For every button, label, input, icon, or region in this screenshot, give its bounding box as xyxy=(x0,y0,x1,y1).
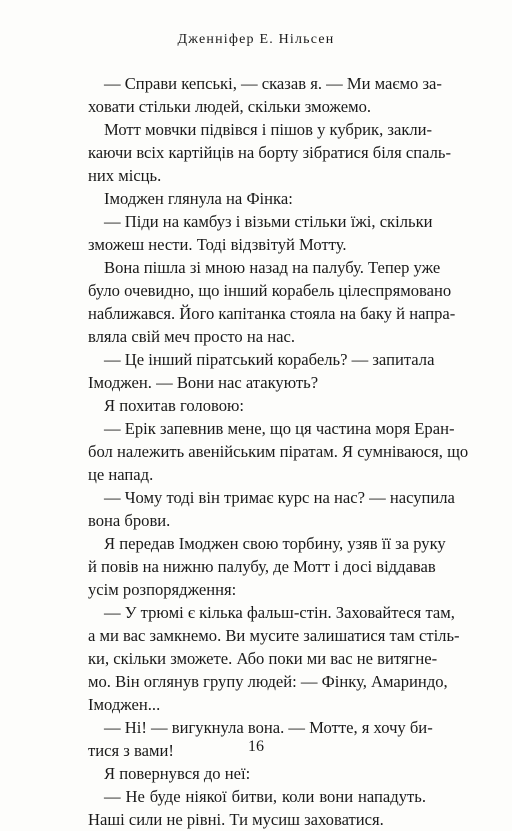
text-line: мо. Він оглянув групу людей: — Фінку, Амариндо, xyxy=(88,672,448,691)
text-line: — Справи кепські, — сказав я. — Ми маємо за- xyxy=(104,74,442,93)
running-header: Дженніфер Е. Нільсен xyxy=(177,32,335,47)
text-line: Я передав Імоджен свою торбину, узяв її за руку xyxy=(104,534,446,553)
text-line: й повів на нижню палубу, де Мотт і досі віддавав xyxy=(88,557,436,576)
text-line: зможеш нести. Тоді відзвітуй Мотту. xyxy=(88,235,347,254)
text-line: усім розпорядження: xyxy=(88,580,237,599)
text-line: них місць. xyxy=(88,166,162,185)
text-line: — Піди на камбуз і візьми стільки їжі, скільки xyxy=(104,212,433,231)
text-line: ховати стільки людей, скільки зможемо. xyxy=(88,97,372,116)
text-line: вляла свій меч просто на нас. xyxy=(88,327,295,346)
text-line: наближався. Його капітанка стояла на баку й напра- xyxy=(88,304,456,323)
text-line: Мотт мовчки підвівся і пішов у кубрик, закли- xyxy=(104,120,433,139)
text-line: тися з вами! xyxy=(88,741,174,760)
text-line: — Це інший піратський корабель? — запитала xyxy=(104,350,435,369)
text-line: Імоджен глянула на Фінка: xyxy=(104,189,293,208)
text-line: — Ерік запевнив мене, що ця частина моря Еран- xyxy=(104,419,455,438)
text-line: Вона пішла зі мною назад на палубу. Тепер уже xyxy=(104,258,441,277)
text-line: Наші сили не рівні. Ти мусиш заховатися. xyxy=(88,810,384,829)
page-text xyxy=(88,72,469,831)
text-line: каючи всіх картійців на борту зібратися біля спаль- xyxy=(88,143,451,162)
text-line: було очевидно, що інший корабель цілеспрямовано xyxy=(88,281,452,300)
text-line: — Ні! — вигукнула вона. — Мотте, я хочу би- xyxy=(104,718,433,737)
text-line: а ми вас замкнемо. Ви мусите залишатися там стіль- xyxy=(88,626,460,645)
text-line: Імоджен... xyxy=(88,695,161,714)
text-line: ки, скільки зможете. Або поки ми вас не витягне- xyxy=(88,649,438,668)
text-line: — У трюмі є кілька фальш-стін. Заховайтеся там, xyxy=(104,603,455,622)
text-line: Імоджен. — Вони нас атакують? xyxy=(88,373,319,392)
text-line: це напад. xyxy=(88,465,154,484)
text-line: вона брови. xyxy=(88,511,171,530)
text-line: — Не буде ніякої битви, коли вони нападуть. xyxy=(104,787,426,806)
text-line: бол належить авенійським піратам. Я сумніваюся, що xyxy=(88,442,469,461)
page-number: 16 xyxy=(248,738,264,755)
text-line: Я похитав головою: xyxy=(104,396,245,415)
text-line: — Чому тоді він тримає курс на нас? — насупила xyxy=(104,488,455,507)
text-line: Я повернувся до неї: xyxy=(104,764,251,783)
